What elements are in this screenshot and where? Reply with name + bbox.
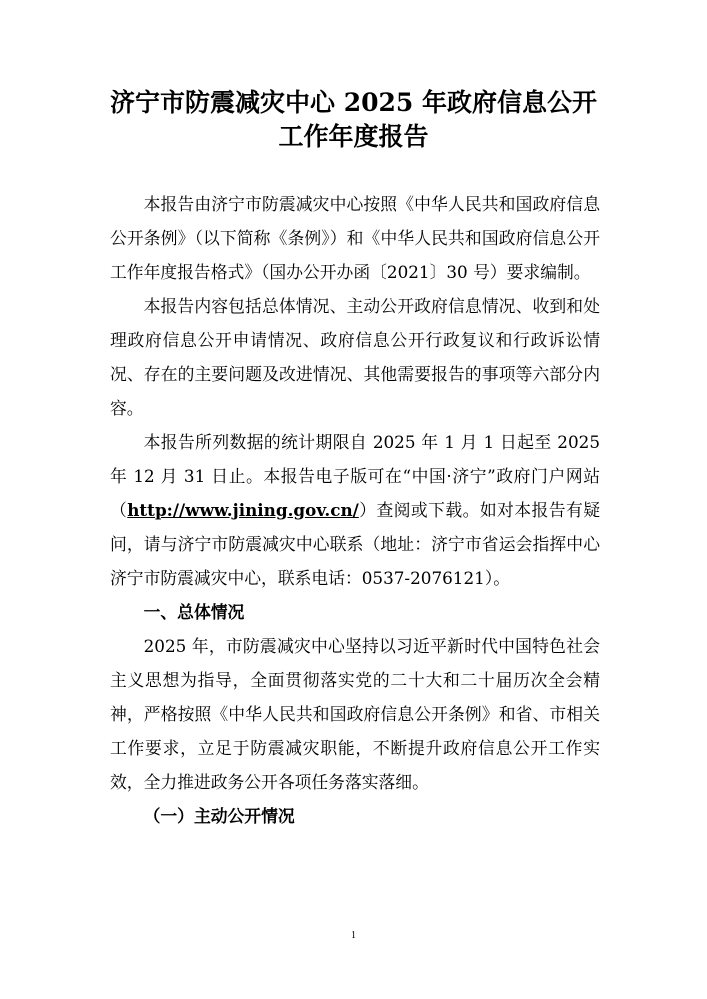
title-line-1: 济宁市防震减灾中心 2025 年政府信息公开 xyxy=(110,88,597,117)
page-title xyxy=(60,86,647,154)
paragraph-contents: 本报告内容包括总体情况、主动公开政府信息情况、收到和处理政府信息公开申请情况、政府信息公开行政复议和行政诉讼情况、存在的主要问题及改进情况、其他需要报告的事项等六部分内容。 xyxy=(110,296,600,418)
website-link[interactable]: http://www.jining.gov.cn/ xyxy=(127,500,359,520)
paragraph-statistics-text-2: ）查阅或下载。如对本报告有疑问，请与济宁市防震减灾中心联系（地址：济宁市省运会指挥中心济宁市防震减灾中心，联系电话：0537-2076121）。 xyxy=(110,500,600,588)
paragraph-statistics xyxy=(110,425,600,595)
section-heading-overview: 一、总体情况 xyxy=(143,602,245,622)
document-body xyxy=(110,187,600,833)
title-line-2: 工作年度报告 xyxy=(278,122,429,151)
paragraph-overview: 2025 年，市防震减灾中心坚持以习近平新时代中国特色社会主义思想为指导，全面贯彻落实党的二十大和二十届历次全会精神，严格按照《中华人民共和国政府信息公开条例》和省、市相关工作要求，立足于防震减灾职能，不断提升政府信息公开工作实效，全力推进政务公开各项任务落实落细。 xyxy=(110,636,600,792)
subsection-heading-active-disclosure: （一）主动公开情况 xyxy=(143,806,295,826)
paragraph-statistics-text-1: 本报告所列数据的统计期限自 2025 年 1 月 1 日起至 2025 年 12 月 31 日止。本报告电子版可在“中国·济宁”政府门户网站（ xyxy=(110,432,600,520)
page-number: 1 xyxy=(351,930,356,941)
paragraph-intro: 本报告由济宁市防震减灾中心按照《中华人民共和国政府信息公开条例》（以下简称《条例》）和《中华人民共和国政府信息公开工作年度报告格式》（国办公开办函〔2021〕30 号）要求编制。 xyxy=(110,194,600,282)
